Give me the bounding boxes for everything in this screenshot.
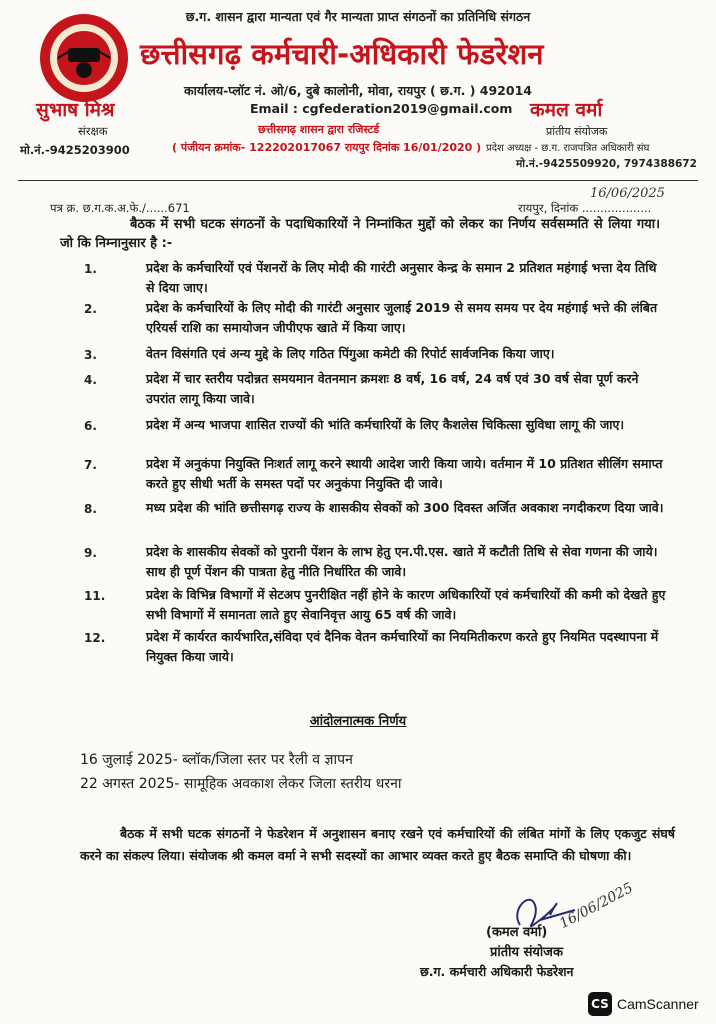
item-number: 12. (84, 631, 106, 645)
item-number: 4. (84, 373, 97, 387)
camscanner-watermark (588, 992, 699, 1016)
registration-label: छत्तीसगढ़ शासन द्वारा रजिस्टर्ड (258, 123, 380, 136)
convenor-name: कमल वर्मा (530, 99, 603, 121)
convenor-role: प्रांतीय संयोजक (546, 125, 608, 138)
closing-paragraph: बैठक में सभी घटक संगठनों ने फेडरेशन में अनुशासन बनाए रखने एवं कर्मचारियों की लंबित मांगों के लिए एकजुट संघर्ष करने का संकल्प लिया। संयोजक श्री कमल वर्मा ने सभी सदस्यों का आभार व्यक्त करते हुए बैठक समाप्ति की घोषणा की। (80, 826, 675, 863)
camscanner-label: CamScanner (617, 996, 699, 1012)
list-item: प्रदेश के शासकीय सेवकों को पुरानी पेंशन के लाभ हेतु एन.पी.एस. खाते में कटौती तिथि से सेवा गणना की जाये। साथ ही पूर्ण पेंशन की पात्रता हेतु नीति निर्धारित की जावे। (146, 544, 658, 579)
reference-number: पत्र क्र. छ.ग.क.अ.फे./......671 (50, 201, 190, 215)
list-item: प्रदेश के विभिन्न विभागों में सेटअप पुनरीक्षित नहीं होने के कारण अधिकारियों एवं कर्मचारियों की कमी को देखते हुए सभी विभागों में समानता लाते हुए सेवानिवृत्त आयु 65 वर्ष की जावे। (146, 587, 666, 622)
list-item: प्रदेश में अन्य भाजपा शासित राज्यों की भांति कर्मचारियों के लिए कैशलेस चिकित्सा सुविधा लागू की जाए। (146, 417, 625, 432)
office-address: कार्यालय-प्लॉट नं. ओ/6, दुबे कालोनी, मोवा, रायपुर ( छ.ग. ) 492014 (184, 83, 532, 98)
item-number: 8. (84, 502, 97, 516)
item-number: 3. (84, 348, 97, 362)
camscanner-icon: CS (588, 992, 612, 1016)
tagline: छ.ग. शासन द्वारा मान्यता एवं गैर मान्यता प्राप्त संगठनों का प्रतिनिधि संगठन (185, 9, 531, 24)
action-item: 22 अगस्त 2025- सामूहिक अवकाश लेकर जिला स्तरीय धरना (80, 776, 402, 792)
signatory-name: (कमल वर्मा) (486, 925, 548, 940)
org-name: छत्तीसगढ़ कर्मचारी-अधिकारी फेडरेशन (140, 37, 544, 71)
list-item: मध्य प्रदेश की भांति छत्तीसगढ़ राज्य के शासकीय सेवकों को 300 दिवस्त अर्जित अवकाश नगदीकरण दिया जावे। (146, 500, 664, 515)
item-number: 7. (84, 458, 97, 472)
patron-mobile: मो.नं.-9425203900 (20, 143, 130, 157)
signature-date: 16/06/2025 (556, 879, 636, 933)
item-number: 9. (84, 546, 97, 560)
list-item: प्रदेश में अनुकंपा नियुक्ति निःशर्त लागू करने स्थायी आदेश जारी किया जाये। वर्तमान में 10 प्रतिशत सीलिंग समाप्त करते हुए सीधी भर्ती के समस्त पदों पर अनुकंपा नियुक्ति दी जावे। (146, 456, 663, 491)
handwritten-date: 16/06/2025 (590, 186, 665, 201)
email-address: Email : cgfederation2019@gmail.com (250, 101, 513, 116)
patron-role: संरक्षक (78, 124, 108, 138)
item-number: 11. (84, 589, 106, 603)
list-item: वेतन विसंगति एवं अन्य मुद्दे के लिए गठित पिंगुआ कमेटी की रिपोर्ट सार्वजनिक किया जाए। (146, 346, 555, 361)
convenor-mobile: मो.नं.-9425509920, 7974388672 (516, 158, 697, 170)
item-number: 1. (84, 262, 97, 276)
list-item: प्रदेश के कर्मचारियों के लिए मोदी की गारंटी अनुसार जुलाई 2019 से समय समय पर देय महंगाई भत्ते की लंबित एरियर्स राशि का समायोजन जीपीएफ खाते में किया जाए। (146, 300, 658, 335)
registration-number: ( पंजीयन क्रमांक- 122202017067 रायपुर दिनांक 16/01/2020 ) (172, 141, 482, 154)
place-date: रायपुर, दिनांक ................... (518, 201, 652, 215)
intro-paragraph: बैठक में सभी घटक संगठनों के पदाधिकारियों ने निम्नांकित मुद्दों को लेकर का निर्णय सर्वसम्मति से लिया गया। जो कि निम्नानुसार है :- (60, 217, 660, 251)
list-item: प्रदेश में चार स्तरीय पदोन्नत समयमान वेतनमान क्रमशः 8 वर्ष, 16 वर्ष, 24 वर्ष एवं 30 वर्ष सेवा पूर्ण करने उपरांत लागू किया जावे। (146, 371, 639, 406)
convenor-designation: प्रदेश अध्यक्ष - छ.ग. राजपत्रित अधिकारी संघ (486, 143, 650, 154)
list-item: प्रदेश में कार्यरत कार्यभारित,संविदा एवं दैनिक वेतन कर्मचारियों का नियमितीकरण करते हुए नियमित पदस्थापना में नियुक्त किया जाये। (146, 629, 659, 664)
list-item: प्रदेश के कर्मचारियों एवं पेंशनरों के लिए मोदी की गारंटी अनुसार केन्द्र के समान 2 प्रतिशत महंगाई भत्ता देय तिथि से दिया जाए। (146, 260, 657, 295)
item-number: 2. (84, 302, 97, 316)
section-title: आंदोलनात्मक निर्णय (309, 714, 407, 729)
action-item: 16 जुलाई 2025- ब्लॉक/जिला स्तर पर रैली व ज्ञापन (80, 752, 353, 768)
item-number: 6. (84, 419, 97, 433)
signatory-org: छ.ग. कर्मचारी अधिकारी फेडरेशन (420, 964, 574, 979)
header-divider (18, 180, 698, 181)
signatory-title: प्रांतीय संयोजक (490, 945, 563, 960)
patron-name: सुभाष मिश्र (36, 99, 115, 121)
